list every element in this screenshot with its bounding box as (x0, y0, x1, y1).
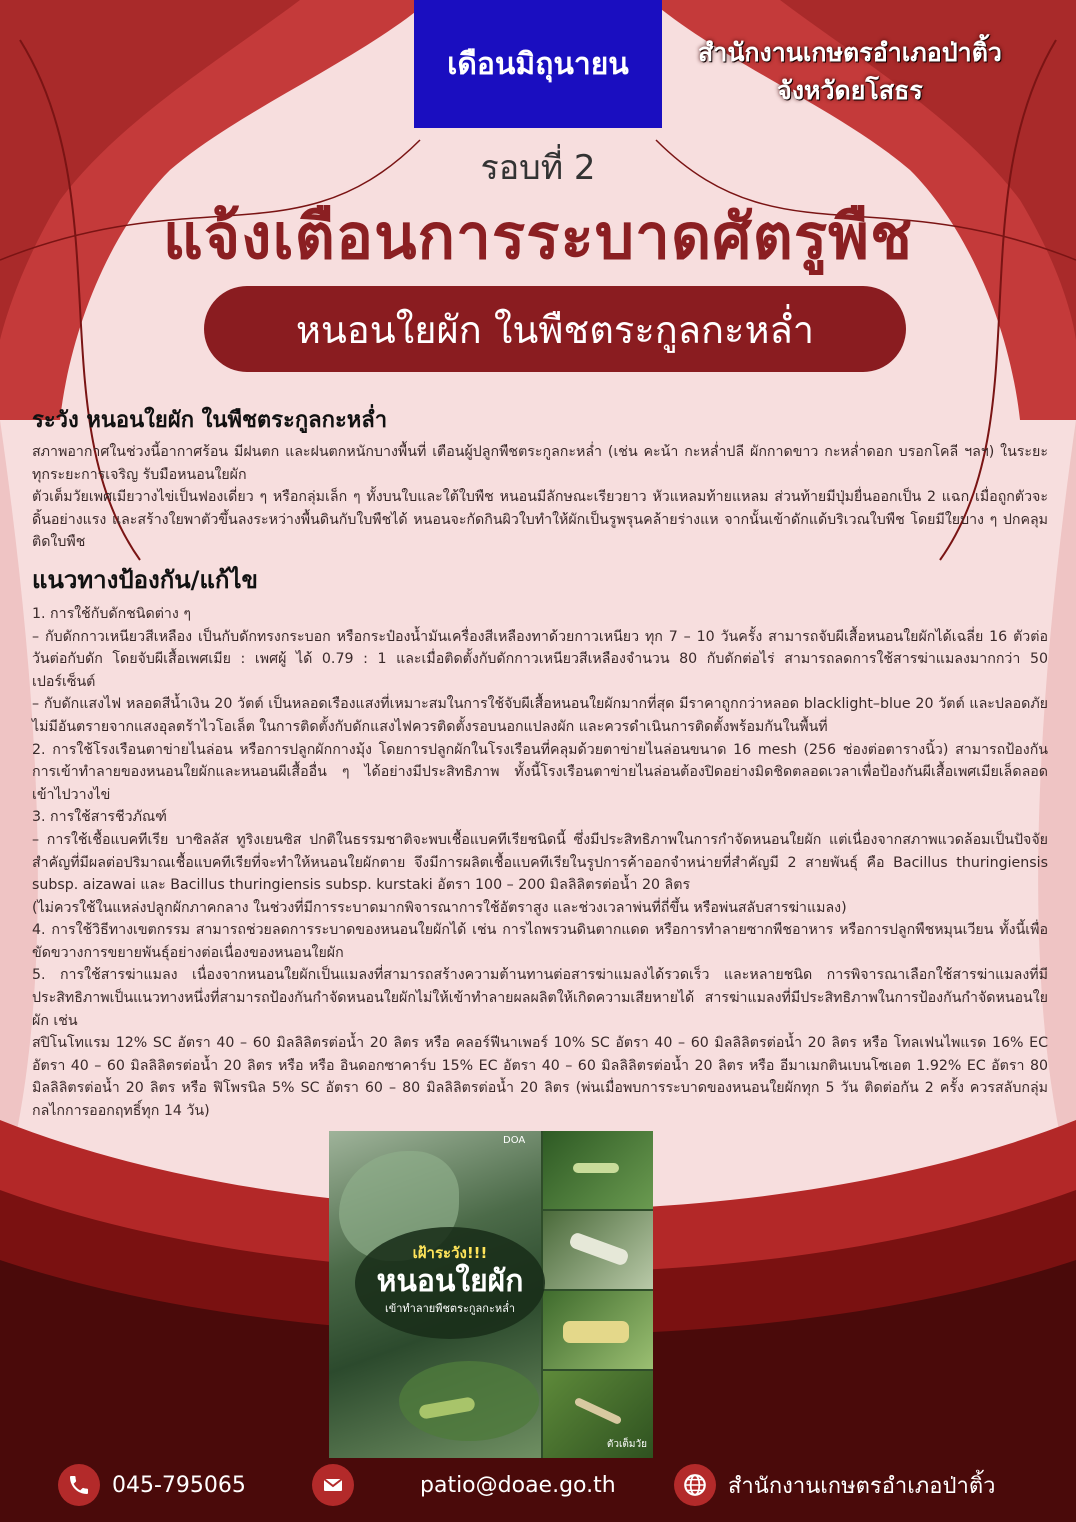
mail-icon (312, 1464, 354, 1506)
section-heading-warning: ระวัง หนอนใยผัก ในพืชตระกูลกะหล่ำ (32, 408, 388, 433)
prevention-item: 3. การใช้สารชีวภัณฑ์ (32, 809, 167, 826)
paragraph-biology: ตัวเต็มวัยเพศเมียวางไข่เป็นฟองเดี่ยว ๆ หรือกลุ่มเล็ก ๆ ทั้งบนใบและใต้ใบพืช หนอนมีลักษณะเรียวยาว หัวแหลมท้ายแหลม ส่วนท้ายมีปุ่มยื่นออกเป็น 2 แฉก เมื่อถูกตัวจะดิ้นอย่างแรง และสร้างใยพาตัวขึ้นลงระหว่างพื้นดินกับใบพืชได้ หนอนจะกัดกินผิวใบทำให้ผักเป็นรูพรุนคล้ายร่างแห จากนั้นเข้าดักแด้บริเวณใบพืช โดยมีใยบาง ๆ ปกคลุมติดใบพืช (32, 489, 1048, 551)
article-body (32, 402, 1048, 1123)
office-heading (650, 34, 1050, 110)
round-label: รอบที่ 2 (480, 148, 596, 188)
footer-office[interactable] (674, 1460, 995, 1510)
photo-caption: เข้าทำลายพืชตระกูลกะหล่ำ (384, 1302, 516, 1315)
office-province: จังหวัดยโสธร (777, 76, 923, 105)
subtitle-pill: หนอนใยผัก ในพืชตระกูลกะหล่ำ (204, 286, 906, 372)
footer-phone-text: 045-795065 (112, 1472, 246, 1498)
phone-icon (58, 1464, 100, 1506)
photo-tag: ตัวเต็มวัย (606, 1439, 647, 1450)
photo-cell (543, 1211, 653, 1289)
prevention-item: 4. การใช้วิธีทางเขตกรรม สามารถช่วยลดการระบาดของหนอนใยผักได้ เช่น การไถพรวนดินตากแดด หรือการทำลายซากพืชอาหาร หรือการปลูกพืชหมุนเวียน ทั้งนี้เพื่อขัดขวางการขยายพันธุ์อย่างต่อเนื่องของหนอนใยผัก (32, 922, 1048, 961)
footer-phone[interactable] (58, 1460, 246, 1510)
footer-email[interactable] (420, 1460, 616, 1510)
pest-photo-collage (329, 1131, 653, 1458)
footer-contact-bar (0, 1460, 1076, 1520)
office-name: สำนักงานเกษตรอำเภอป่าติ้ว (698, 38, 1002, 67)
photo-label-oval (355, 1227, 545, 1339)
prevention-item: – กับดักกาวเหนียวสีเหลือง เป็นกับดักทรงกระบอก หรือกระป๋องน้ำมันเครื่องสีเหลืองทาด้วยกาวเหนียว ทุก 7 – 10 วันครั้ง สามารถจับผีเสื้อหนอนใยผักได้เฉลี่ย 16 ตัวต่อวันต่อกับดัก โดยจับผีเสื้อเพศเมีย : เพศผู้ ได้ 0.79 : 1 และเมื่อติดตั้งกับดักกาวเหนียวสีเหลืองจำนวน 80 กับดักต่อไร่ สามารถลดการใช้สารฆ่าแมลงมากกว่า 50 เปอร์เซ็นต์ (32, 628, 1048, 690)
photo-warning-text: เฝ้าระวัง!!! (412, 1244, 488, 1262)
footer-email-text: patio@doae.go.th (420, 1472, 616, 1498)
doa-logo: DOA (503, 1135, 526, 1146)
prevention-item: 2. การใช้โรงเรือนตาข่ายไนล่อน หรือการปลูกผักกางมุ้ง โดยการปลูกผักในโรงเรือนที่คลุมด้วยตาข่ายไนล่อนขนาด 16 mesh (256 ช่องต่อตารางนิ้ว) สามารถป้องกันการเข้าทำลายของหนอนใยผักและหนอนผีเสื้ออื่น ๆ ได้อย่างมีประสิทธิภาพ ทั้งนี้โรงเรือนตาข่ายไนล่อนต้องปิดอย่างมิดชิดตลอดเวลาเพื่อป้องกันผีเสื้อเพศเมียเล็ดลอดเข้าไปวางไข่ (32, 741, 1048, 803)
prevention-item: – การใช้เชื้อแบคทีเรีย บาซิลลัส ทูริงเยนซิส ปกติในธรรมชาติจะพบเชื้อแบคทีเรียชนิดนี้ ซึ่งมีประสิทธิภาพในการกำจัดหนอนใยผัก แต่เนื่องจากสภาพแวดล้อมเป็นปัจจัยสำคัญที่มีผลต่อปริมาณเชื้อแบคทีเรียที่จะทำให้หนอนใยผักตาย จึงมีการผลิตเชื้อแบคทีเรียในรูปการค้าออกจำหน่ายที่สำคัญมี 2 สายพันธุ์ คือ Bacillus thuringiensis subsp. aizawai และ Bacillus thuringiensis subsp. kurstaki อัตรา 100 – 200 มิลลิลิตรต่อน้ำ 20 ลิตร (32, 831, 1048, 894)
prevention-item: 1. การใช้กับดักชนิดต่าง ๆ (32, 605, 191, 622)
photo-pest-name: หนอนใยผัก (376, 1264, 524, 1299)
month-box: เดือนมิถุนายน (414, 0, 662, 128)
prevention-item: 5. การใช้สารฆ่าแมลง เนื่องจากหนอนใยผักเป็นแมลงที่สามารถสร้างความต้านทานต่อสารฆ่าแมลงได้รวดเร็ว และหลายชนิด การพิจารณาเลือกใช้สารฆ่าแมลงที่มีประสิทธิภาพเป็นแนวทางหนึ่งที่สามารถป้องกันกำจัดหนอนใยผักไม่ให้เข้าทำลายผลผลิตให้เกิดความเสียหายได้ สารฆ่าแมลงที่มีประสิทธิภาพในการป้องกันกำจัดหนอนใยผัก เช่น (32, 967, 1048, 1029)
paragraph-weather: สภาพอากาศในช่วงนี้อากาศร้อน มีฝนตก และฝนตกหนักบางพื้นที่ เตือนผู้ปลูกพืชตระกูลกะหล่ำ (เช่น คะน้า กะหล่ำปลี ผักกาดขาว กะหล่ำดอก บรอกโคลี ฯลฯ) ในระยะ ทุกระยะการเจริญ รับมือหนอนใยผัก (32, 444, 1048, 483)
prevention-item: – กับดักแสงไฟ หลอดสีน้ำเงิน 20 วัตต์ เป็นหลอดเรืองแสงที่เหมาะสมในการใช้จับผีเสื้อหนอนใยผักมากที่สุด มีราคาถูกกว่าหลอด blacklight–blue 20 วัตต์ และปลอดภัยไม่มีอันตรายจากแสงอุลตร้าไวโอเล็ต ในการติดตั้งกับดักแสงไฟควรติดตั้งรอบนอกแปลงผัก และควรดำเนินการติดตั้งพร้อมกันในพื้นที่ (32, 696, 1048, 735)
footer-mail-icon-wrap[interactable] (312, 1460, 366, 1510)
footer-office-text: สำนักงานเกษตรอำเภอป่าติ้ว (728, 1473, 996, 1499)
photo-cell (543, 1291, 653, 1369)
globe-icon (674, 1464, 716, 1506)
section-heading-prevention: แนวทางป้องกัน/แก้ไข (32, 565, 258, 594)
photo-cell (543, 1131, 653, 1209)
prevention-item: สปิโนโทแรม 12% SC อัตรา 40 – 60 มิลลิลิตรต่อน้ำ 20 ลิตร หรือ คลอร์ฟีนาเพอร์ 10% SC อัตรา 40 – 60 มิลลิลิตรต่อน้ำ 20 ลิตร หรือ โทลเฟนไพแรด 16% EC อัตรา 40 – 60 มิลลิลิตรต่อน้ำ 20 ลิตร หรือ หรือ อินดอกซาคาร์บ 15% EC อัตรา 40 – 60 มิลลิลิตรต่อน้ำ 20 ลิตร หรือ อีมาเมกตินเบนโซเอต 1.92% EC อัตรา 80 มิลลิลิตรต่อน้ำ 20 ลิตร หรือ ฟิโพรนิล 5% SC อัตรา 60 – 80 มิลลิลิตรต่อน้ำ 20 ลิตร (พ่นเมื่อพบการระบาดของหนอนใยผักทุก 5 วัน ติดต่อกัน 2 ครั้ง ควรสลับกลุ่มกลไกการออกฤทธิ์ทุก 14 วัน) (32, 1035, 1048, 1120)
page-title: แจ้งเตือนการระบาดศัตรูพืช (162, 200, 914, 273)
prevention-item: (ไม่ควรใช้ในแหล่งปลูกผักภาคกลาง ในช่วงที่มีการระบาดมากพิจารณาการใช้อัตราสูง และช่วงเวลาพ่นที่ถี่ขึ้น หรือพ่นสลับสารฆ่าแมลง) (32, 899, 847, 916)
